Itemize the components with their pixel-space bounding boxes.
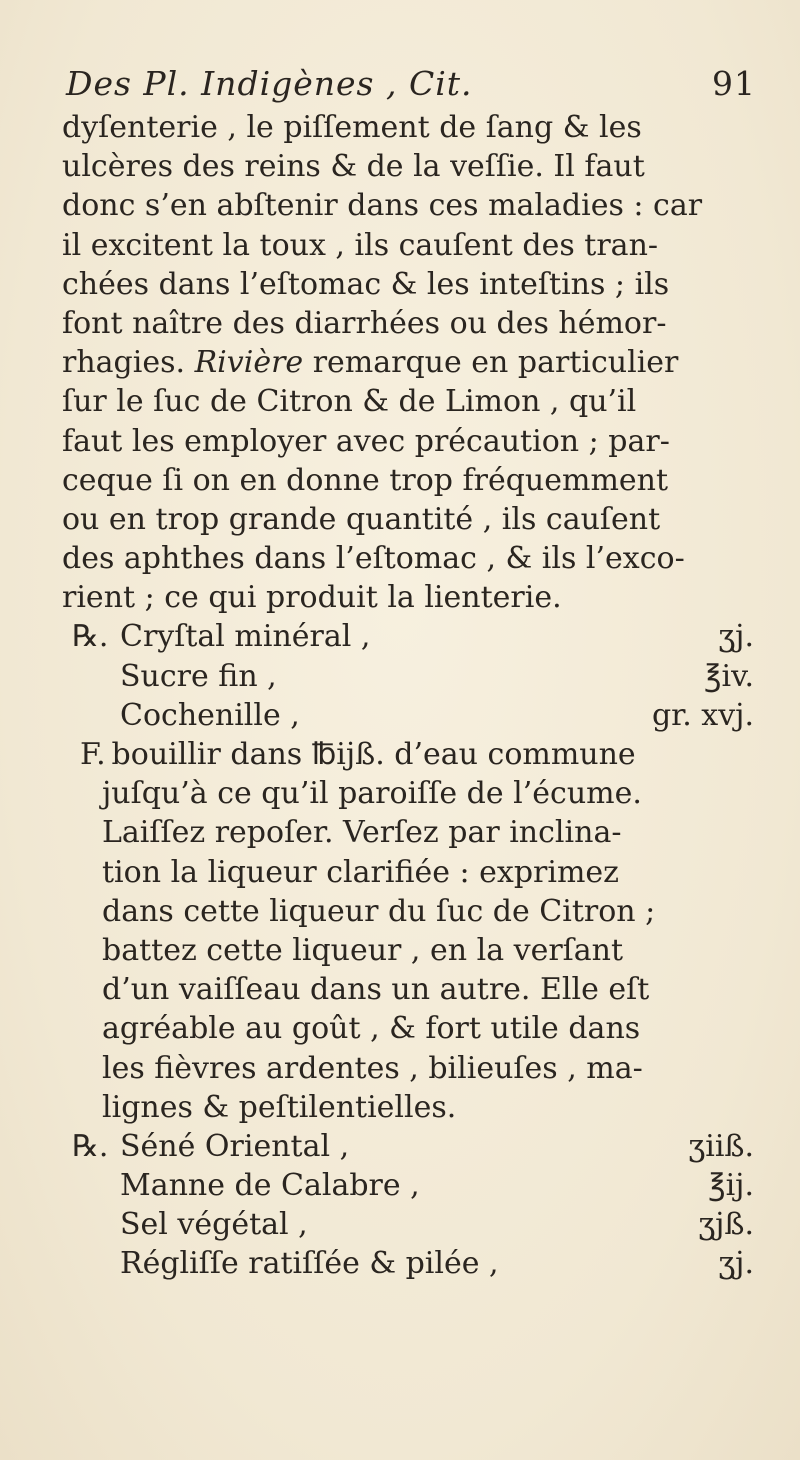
- text-line: [62, 343, 762, 382]
- ingredient-dose: ℥iv.: [704, 658, 754, 694]
- text-line: il excitent la toux , ils cauſent des tran-: [62, 227, 659, 263]
- recipe-ingredient: [62, 1205, 762, 1244]
- text-fragment: remarque en particulier: [303, 345, 679, 381]
- running-title: Des Pl. Indigènes , Cit.: [66, 64, 473, 103]
- text-line: d’un vaiſſeau dans un autre. Elle eſt: [102, 972, 650, 1008]
- page-number: 91: [712, 64, 756, 103]
- author-name: Rivière: [194, 345, 304, 381]
- text-line: dyſenterie , le piſſement de ſang & les: [62, 110, 642, 145]
- text-line: ceque ſi on en donne trop fréquemment: [62, 462, 669, 498]
- text-line: chées dans l’eſtomac & les inteſtins ; ils: [62, 266, 670, 302]
- ingredient-name: Séné Oriental ,: [120, 1128, 350, 1164]
- recipe-ingredient: [62, 696, 762, 735]
- ingredient-name: Régliſſe ratiſſée & pilée ,: [120, 1246, 499, 1282]
- ingredient-name: Cryſtal minéral ,: [120, 619, 371, 655]
- ingredient-dose: ʒj.: [718, 1246, 754, 1282]
- text-line: les fièvres ardentes , bilieuſes , ma-: [102, 1050, 643, 1086]
- text-line: ou en trop grande quantité , ils cauſent: [62, 501, 661, 537]
- text-line: agréable au goût , & fort utile dans: [102, 1011, 641, 1047]
- recipe-ingredient: [62, 1166, 762, 1205]
- recipe-symbol: ℞.: [72, 619, 109, 655]
- page-body: [62, 108, 762, 1284]
- recipe-symbol: ℞.: [72, 1128, 109, 1164]
- text-fragment: rhagies.: [62, 345, 186, 381]
- ingredient-dose: gr. xvj.: [651, 697, 754, 733]
- ingredient-name: Sucre fin ,: [120, 658, 277, 694]
- ingredient-name: Sel végétal ,: [120, 1207, 308, 1243]
- text-line: Laiſſez repoſer. Verſez par inclina-: [102, 815, 622, 851]
- ingredient-dose: ʒiiß.: [688, 1128, 754, 1164]
- text-line: lignes & peſtilentielles.: [102, 1089, 457, 1125]
- text-line: tion la liqueur clarifiée : exprimez: [102, 854, 619, 890]
- text-line: font naître des diarrhées ou des hémor-: [62, 305, 667, 341]
- text-line: juſqu’à ce qu’il paroiſſe de l’écume.: [102, 776, 642, 812]
- text-line: rient ; ce qui produit la lienterie.: [62, 580, 562, 616]
- text-line: battez cette liqueur , en la verſant: [102, 932, 624, 968]
- text-line: ulcères des reins & de la veſſie. Il faut: [62, 149, 645, 185]
- text-fragment: bouillir dans ℔ijß. d’eau commune: [111, 737, 636, 772]
- text-line: faut les employer avec précaution ; par-: [62, 423, 670, 459]
- text-line: [62, 735, 762, 774]
- text-line: donc s’en abſtenir dans ces maladies : car: [62, 188, 703, 224]
- text-line: ſur le ſuc de Citron & de Limon , qu’il: [62, 384, 637, 420]
- ingredient-name: Cochenille ,: [120, 697, 300, 733]
- ingredient-dose: ʒjß.: [698, 1207, 754, 1243]
- recipe-ingredient: [62, 1244, 762, 1283]
- ingredient-dose: ℥ij.: [708, 1168, 754, 1204]
- text-line: des aphthes dans l’eſtomac , & ils l’exco-: [62, 541, 685, 577]
- text-line: dans cette liqueur du ſuc de Citron ;: [102, 893, 656, 929]
- ingredient-name: Manne de Calabre ,: [120, 1168, 420, 1204]
- f-mark: F.: [80, 737, 106, 772]
- recipe-ingredient: [62, 657, 762, 696]
- ingredient-dose: ʒj.: [718, 619, 754, 655]
- running-header: [66, 64, 756, 106]
- recipe-ingredient: [62, 1127, 762, 1166]
- recipe-ingredient: [62, 617, 762, 656]
